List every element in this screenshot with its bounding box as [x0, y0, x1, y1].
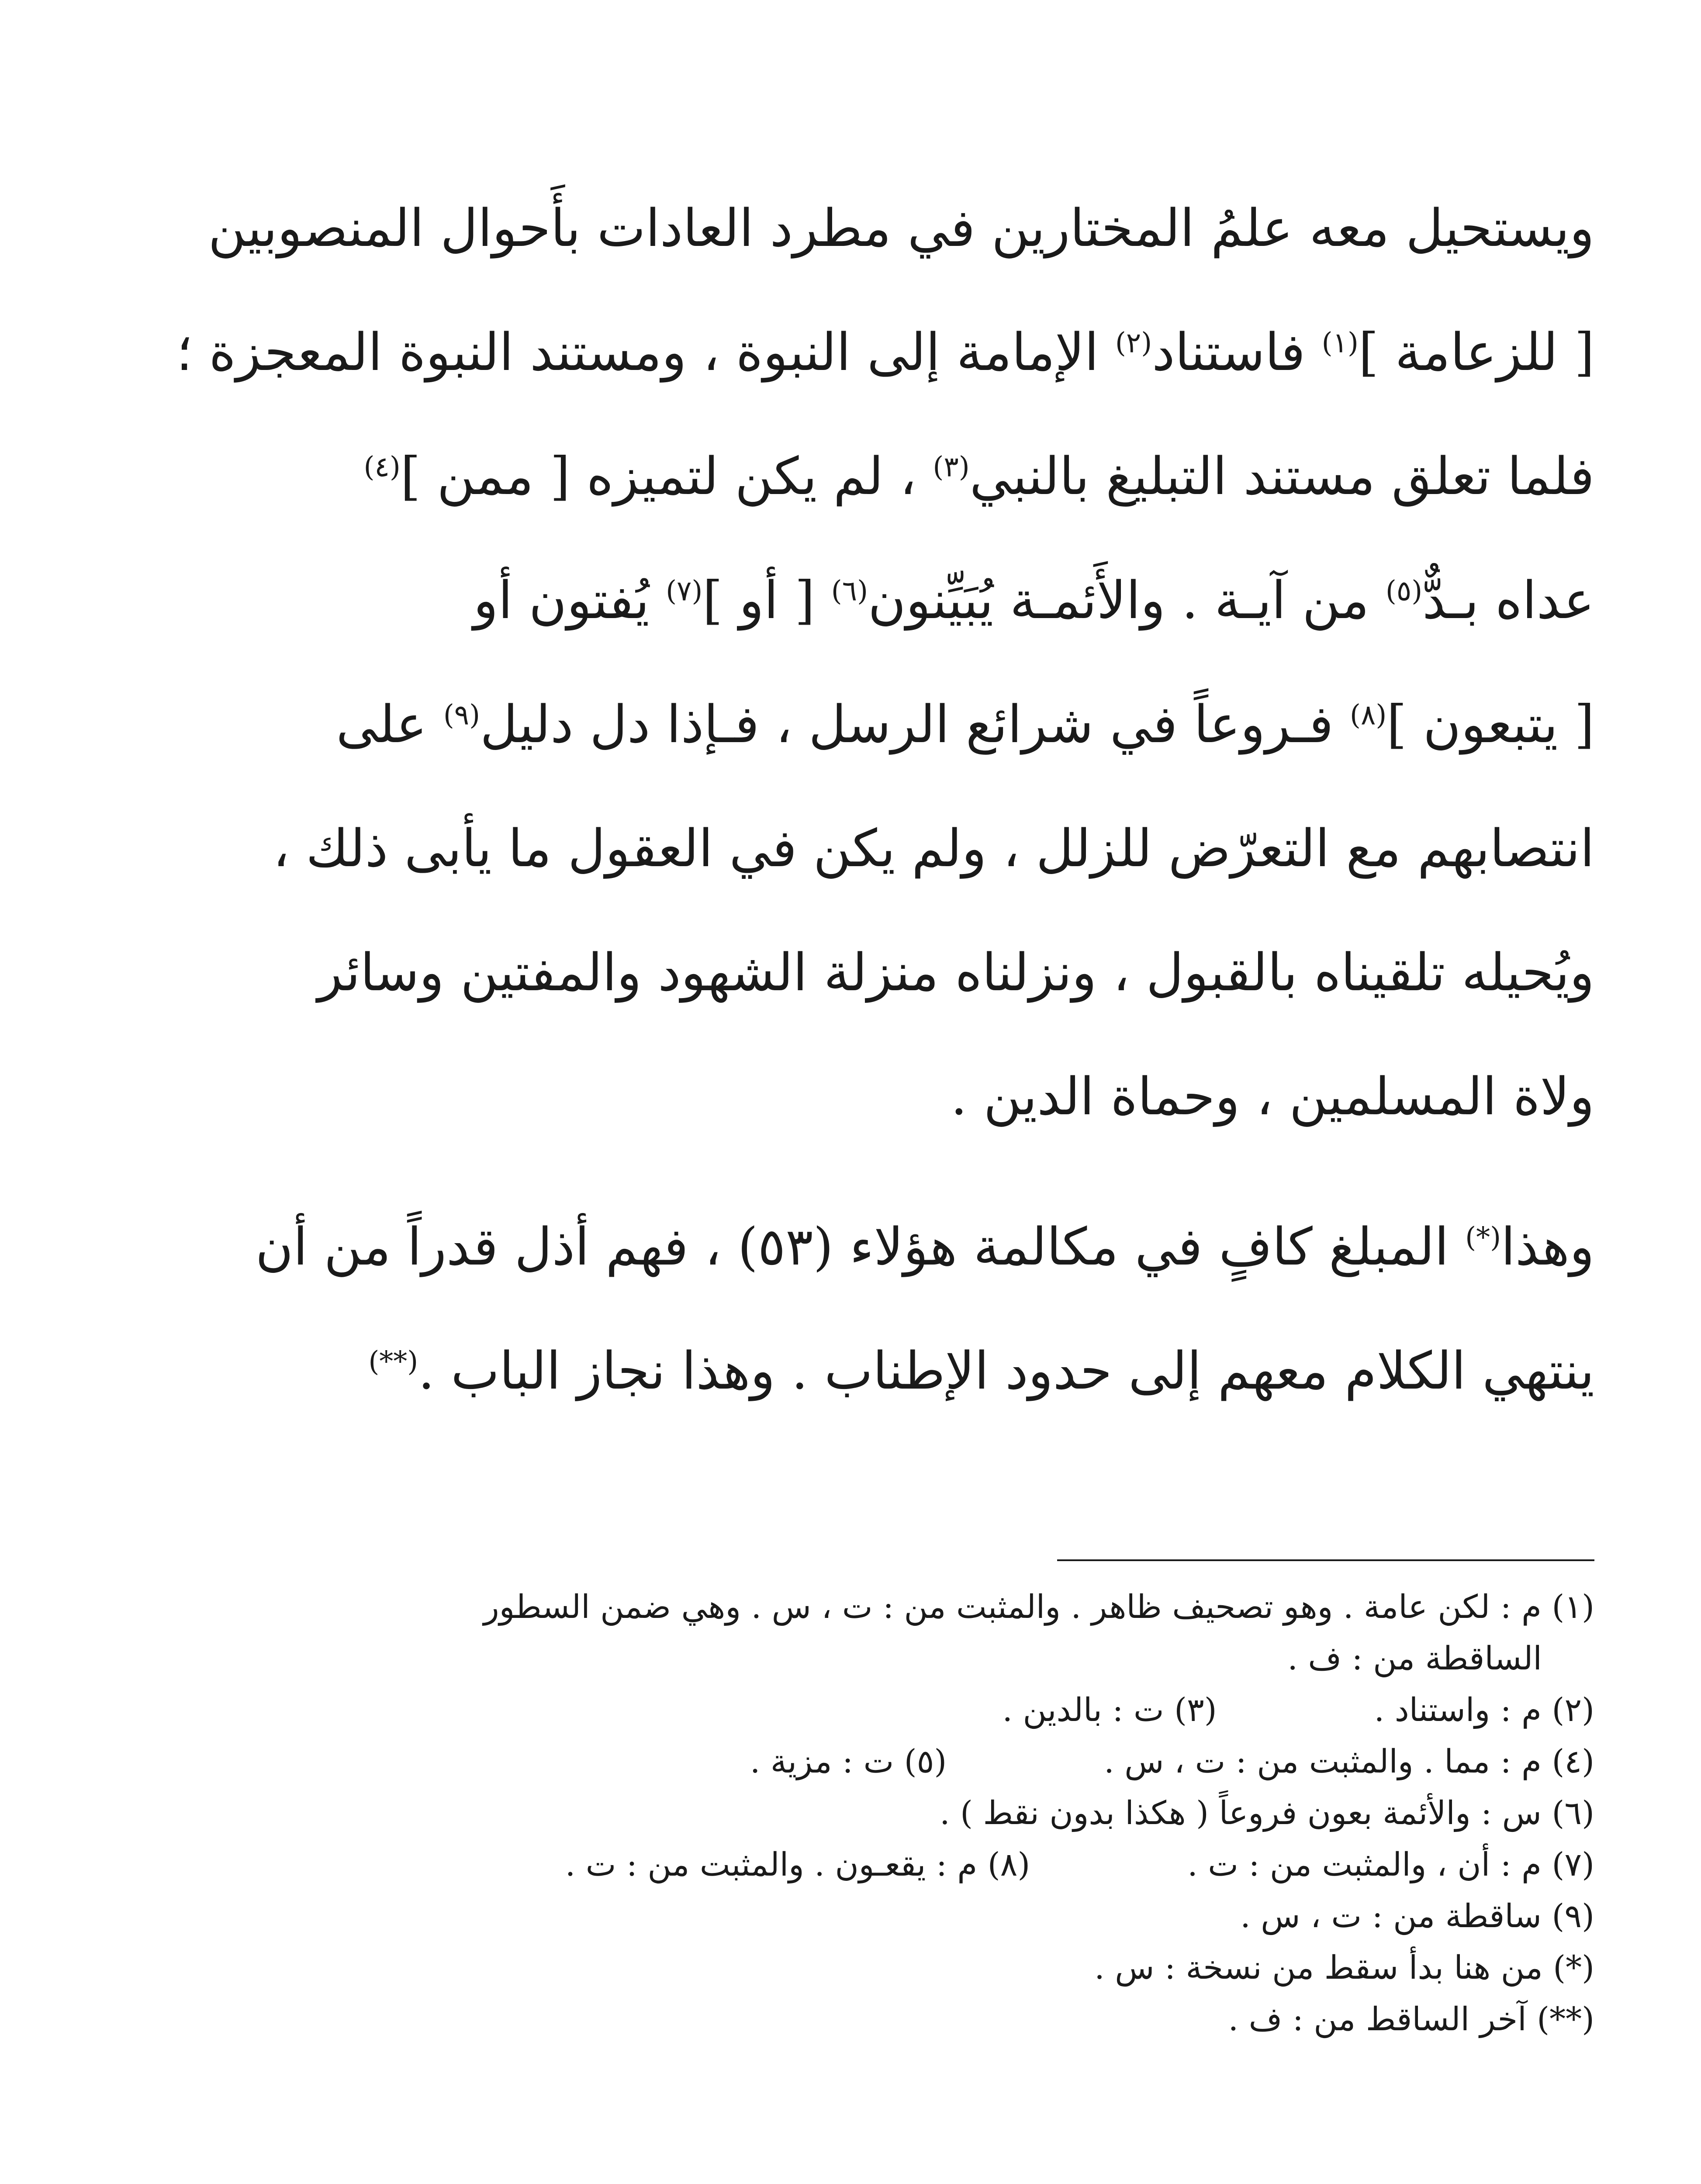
text-segment: على: [336, 694, 443, 754]
paragraph-2: [175, 1185, 1594, 1433]
footnote-4: (٤) م : مما . والمثبت من : ت ، س .: [1104, 1743, 1594, 1780]
footnote-5: (٥) ت : مزية .: [750, 1743, 947, 1780]
footnote-row: [175, 1736, 1594, 1787]
text-segment: وهذا: [1501, 1216, 1594, 1277]
footnote-ref: (٩): [443, 699, 481, 732]
footnote-ref: (٧): [666, 575, 703, 608]
text-segment: [ أو ]: [702, 570, 831, 630]
footnote-divider: [1057, 1559, 1594, 1561]
footnote-ref: (٤): [363, 451, 401, 484]
footnote-row: [175, 1839, 1594, 1890]
footnote-8: (٨) م : يقعـون . والمثبت من : ت .: [565, 1846, 1030, 1883]
text-segment: الإمامة إلى النبوة ، ومستند النبوة المعجزة ؛: [176, 322, 1115, 382]
text-line: ويستحيل معه علمُ المختارين في مطرد العادات بأَحوال المنصوبين: [208, 198, 1594, 258]
footnote-ref: (*): [1465, 1221, 1501, 1254]
footnote-star: (*) من هنا بدأ سقط من نسخة : س .: [1094, 1949, 1594, 1987]
text-line: ويُحيله تلقيناه بالقبول ، ونزلناه منزلة الشهود والمفتين وسائر: [317, 942, 1594, 1002]
text-segment: المبلغ كافٍ في مكالمة هؤلاء (٥٣) ، فهم أذل قدراً من أن: [255, 1216, 1466, 1277]
footnote-2: (٢) م : واستناد .: [1374, 1691, 1594, 1729]
text-segment: [ يتبعون ]: [1386, 694, 1594, 754]
footnote-ref: (٨): [1350, 699, 1387, 732]
footnote-1: (١) م : لكن عامة . وهو تصحيف ظاهر . والمثبت من : ت ، س . وهي ضمن السطور: [483, 1588, 1594, 1626]
footnote-3: (٣) ت : بالدين .: [1002, 1691, 1217, 1729]
footnote-ref: (٥): [1385, 575, 1423, 608]
footnote-ref: (٢): [1115, 327, 1152, 359]
text-segment: ، لم يكن لتميزه [ ممن ]: [400, 446, 933, 506]
text-segment: فلما تعلق مستند التبليغ بالنبي: [969, 446, 1594, 506]
footnote-7: (٧) م : أن ، والمثبت من : ت .: [1187, 1846, 1594, 1883]
footnotes: [175, 1581, 1594, 2045]
footnote-9: (٩) ساقطة من : ت ، س .: [1240, 1897, 1594, 1935]
footnote-ref: (**): [368, 1345, 418, 1378]
text-segment: ينتهي الكلام معهم إلى حدود الإطناب . وهذا نجاز الباب .: [418, 1341, 1594, 1401]
text-segment: فاستناد: [1152, 322, 1322, 382]
paragraph-1: [175, 166, 1594, 1158]
text-segment: من آيـة . والأَئمـة يُبَيِّنون: [868, 570, 1386, 630]
main-text: [175, 166, 1594, 1433]
text-line: انتصابهم مع التعرّض للزلل ، ولم يكن في العقول ما يأبى ذلك ،: [273, 818, 1594, 878]
text-line: ولاة المسلمين ، وحماة الدين .: [951, 1066, 1594, 1127]
footnote-ref: (١): [1321, 327, 1359, 359]
text-segment: فـروعاً في شرائع الرسل ، فـإذا دل دليل: [480, 694, 1350, 754]
text-segment: [ للزعامة ]: [1358, 322, 1594, 382]
text-segment: عداه بـدٌّ: [1422, 570, 1594, 630]
text-segment: يُفتون أو: [473, 570, 666, 630]
footnote-ref: (٣): [933, 451, 970, 484]
footnote-row: [175, 1684, 1594, 1736]
footnote-double-star: (**) آخر الساقط من : ف .: [1228, 2001, 1594, 2038]
footnote-1-continuation: الساقطة من : ف .: [1287, 1640, 1542, 1677]
footnote-6: (٦) س : والأئمة بعون فروعاً ( هكذا بدون نقط ) .: [940, 1794, 1594, 1832]
footnote-ref: (٦): [831, 575, 868, 608]
